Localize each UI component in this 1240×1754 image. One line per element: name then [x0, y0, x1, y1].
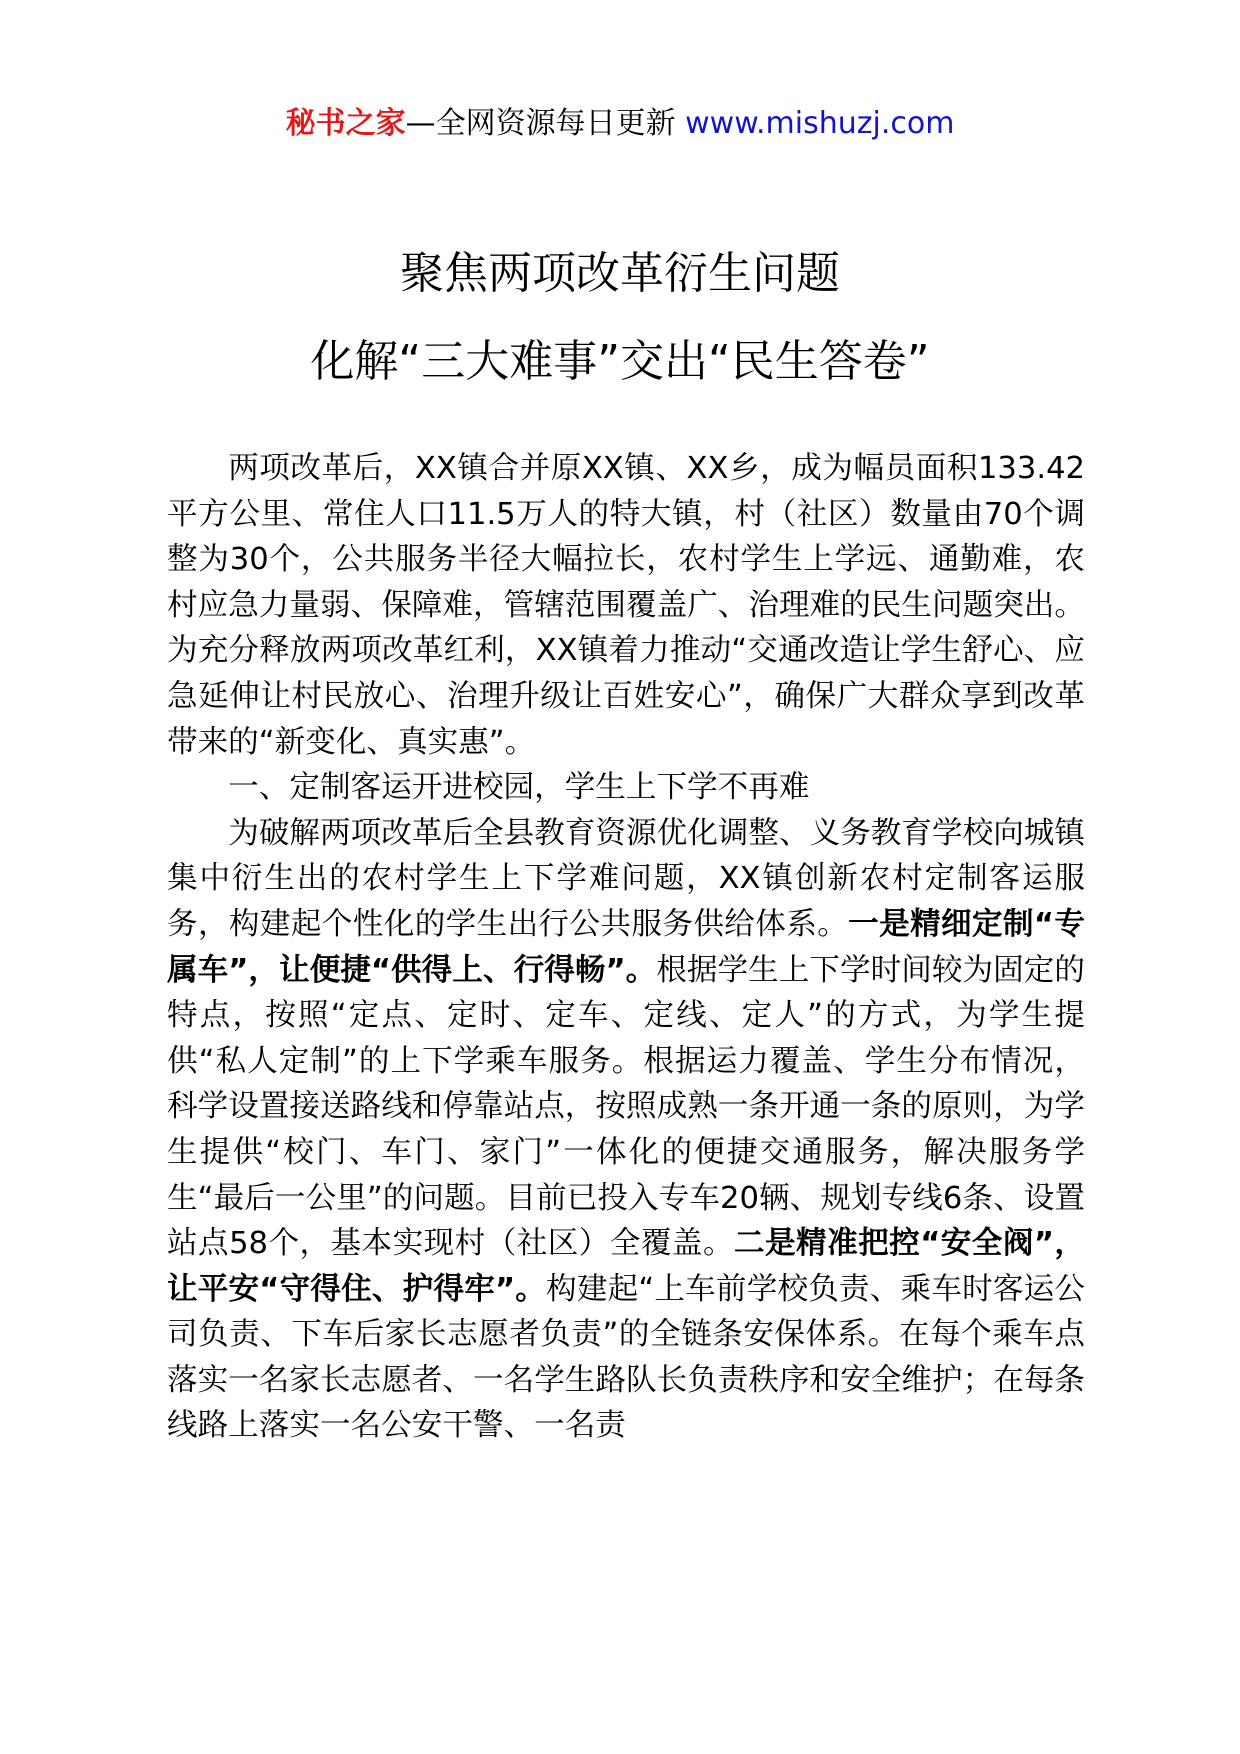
section-1-paragraph [167, 811, 1085, 1449]
document-body [167, 446, 1085, 1449]
bold-point-1: 一是精细定制“专属车”，让便捷“供得上、行得畅”。 [167, 906, 1085, 988]
paragraph-text: 根据学生上下学时间较为固定的特点，按照“定点、定时、定车、定线、定人”的方式，为学生提供“私人定制”的上下学乘车服务。根据运力覆盖、学生分布情况，科学设置接送路线和停靠站点，按照成熟一条开通一条的原则，为学生提供“校门、车门、家门”一体化的便捷交通服务，解决服务学生“最后一公里”的问题。目前已投入专车20辆、规划专线6条、设置站点58个，基本实现村（社区）全覆盖。 [167, 952, 1085, 1262]
paragraph-text: 构建起“上车前学校负责、乘车时客运公司负责、下车后家长志愿者负责”的全链条安保体系。在每个乘车点落实一名家长志愿者、一名学生路队长负责秩序和安全维护；在每条线路上落实一名公安干警、一名责 [167, 1271, 1085, 1444]
paragraph-text: 为破解两项改革后全县教育资源优化调整、义务教育学校向城镇集中衍生出的农村学生上下学难问题，XX镇创新农村定制客运服务，构建起个性化的学生出行公共服务供给体系。 [167, 815, 1085, 942]
section-heading-1: 一、定制客运开进校园，学生上下学不再难 [228, 770, 810, 806]
intro-paragraph: 两项改革后，XX镇合并原XX镇、XX乡，成为幅员面积133.42平方公里、常住人口11.5万人的特大镇，村（社区）数量由70个调整为30个，公共服务半径大幅拉长，农村学生上学远、通勤难，农村应急力量弱、保障难，管辖范围覆盖广、治理难的民生问题突出。为充分释放两项改革红利，XX镇着力推动“交通改造让学生舒心、应急延伸让村民放心、治理升级让百姓安心”，确保广大群众享到改革带来的“新变化、真实惠”。 [167, 451, 1085, 760]
document-title-line-2: 化解“三大难事”交出“民生答卷” [310, 336, 930, 387]
site-tagline: —全网资源每日更新 [405, 106, 676, 141]
document-title-line-1: 聚焦两项改革衍生问题 [400, 248, 840, 299]
site-header [0, 104, 1240, 144]
site-url-link[interactable]: www.mishuzj.com [685, 106, 955, 141]
bold-point-2: 二是精准把控“安全阀”，让平安“守得住、护得牢”。 [167, 1226, 1085, 1307]
site-brand: 秘书之家 [285, 106, 406, 141]
